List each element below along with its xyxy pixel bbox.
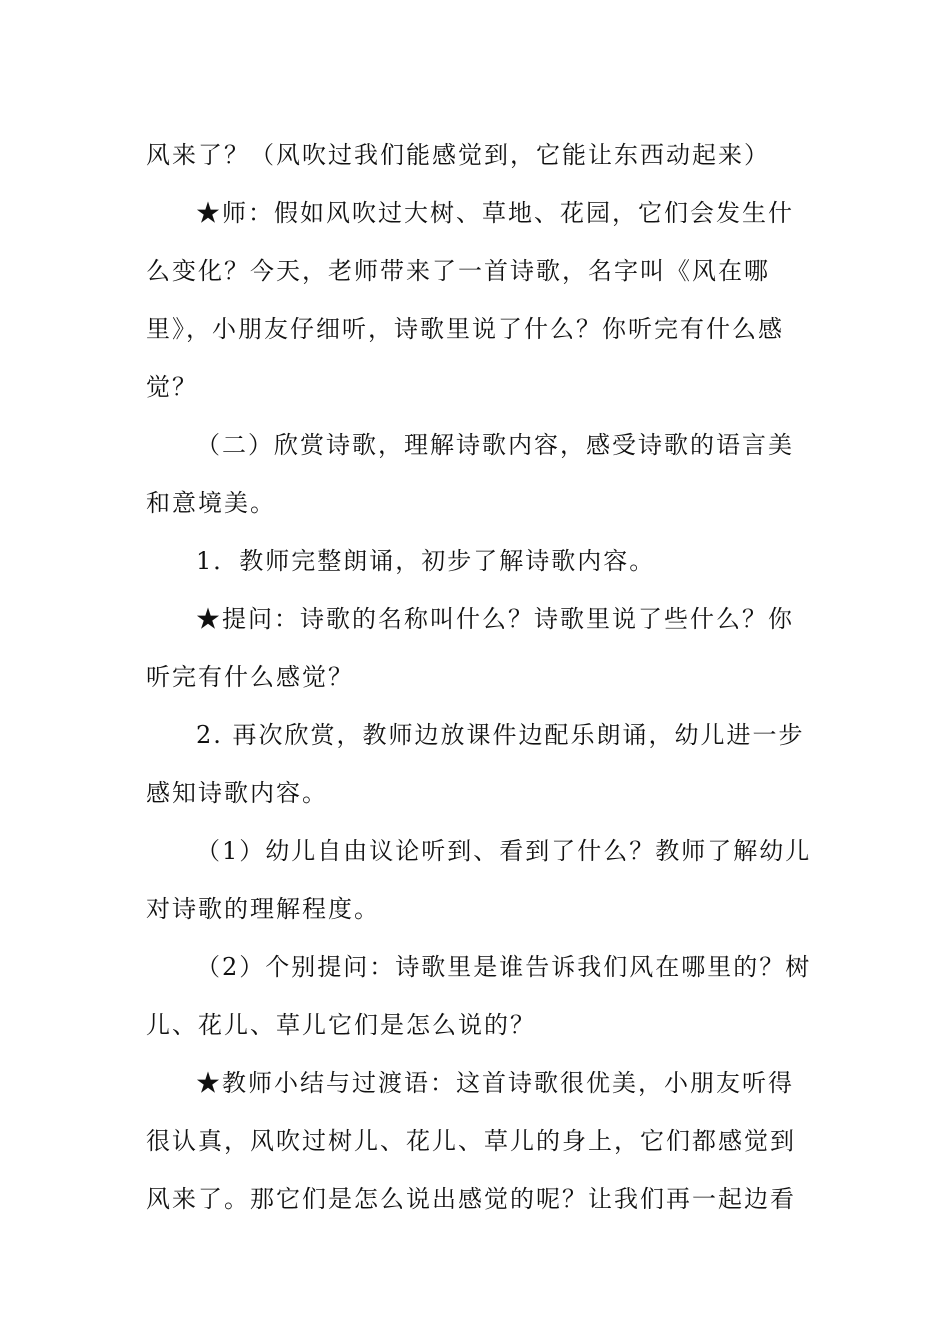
text-line: 风来了。那它们是怎么说出感觉的呢？让我们再一起边看 (146, 1185, 796, 1213)
sub-item: （2）个别提问：诗歌里是谁告诉我们风在哪里的？树 (196, 953, 812, 981)
text-line: 和意境美。 (146, 489, 276, 517)
numbered-item: 2. 再次欣赏，教师边放课件边配乐朗诵，幼儿进一步 (196, 721, 805, 749)
text-line: 很认真，风吹过树儿、花儿、草儿的身上，它们都感觉到 (146, 1127, 796, 1155)
text-line: 儿、花儿、草儿它们是怎么说的？ (146, 1011, 536, 1039)
text-line: 觉？ (146, 373, 198, 401)
sub-item: （1）幼儿自由议论听到、看到了什么？教师了解幼儿 (196, 837, 812, 865)
section-heading: （二）欣赏诗歌，理解诗歌内容，感受诗歌的语言美 (196, 431, 794, 459)
text-line: 感知诗歌内容。 (146, 779, 328, 807)
text-line: ★教师小结与过渡语：这首诗歌很优美，小朋友听得 (196, 1069, 794, 1097)
text-line: 风来了？（风吹过我们能感觉到，它能让东西动起来） (146, 141, 770, 169)
text-line: 听完有什么感觉？ (146, 663, 354, 691)
text-line: 么变化？今天，老师带来了一首诗歌，名字叫《风在哪 (146, 257, 770, 285)
text-line: ★师：假如风吹过大树、草地、花园，它们会发生什 (196, 199, 794, 227)
text-line: 对诗歌的理解程度。 (146, 895, 380, 923)
numbered-item: 1．教师完整朗诵，初步了解诗歌内容。 (196, 547, 656, 575)
text-line: 里》，小朋友仔细听，诗歌里说了什么？你听完有什么感 (146, 315, 784, 343)
text-line: ★提问：诗歌的名称叫什么？诗歌里说了些什么？你 (196, 605, 794, 633)
